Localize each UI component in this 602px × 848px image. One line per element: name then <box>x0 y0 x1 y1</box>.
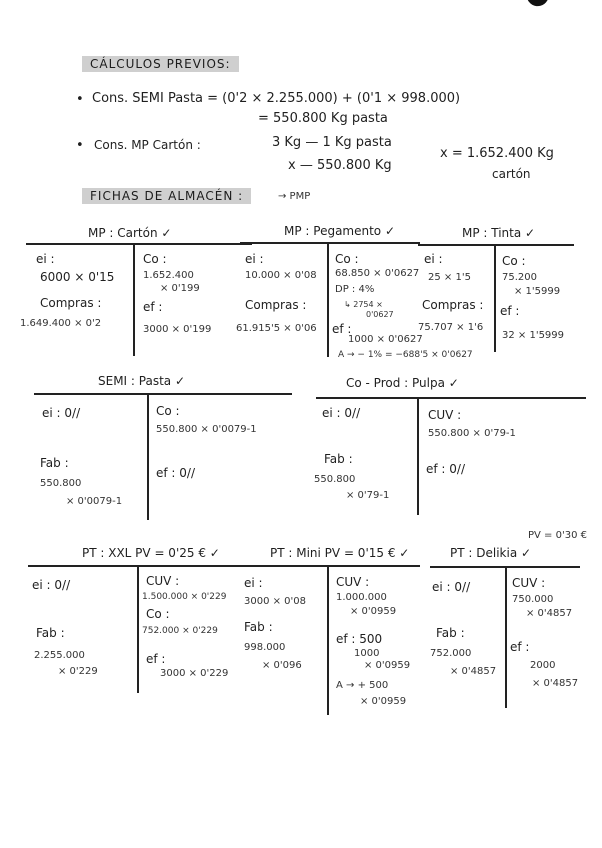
mini-ef-line2: × 0'0959 <box>364 660 411 671</box>
card-divider-h <box>316 397 586 399</box>
mini-ef-line1: 1000 <box>354 648 380 659</box>
card-divider-h <box>240 242 420 244</box>
tinta-co-line1: 75.200 <box>502 272 537 283</box>
delikia-cuv-line1: 750.000 <box>512 594 554 605</box>
delikia-ei: ei : 0// <box>432 580 471 594</box>
carton-co-line1: 1.652.400 <box>143 270 194 281</box>
card-title-semi-pasta: SEMI : Pasta ✓ <box>98 374 185 388</box>
card-title-mp-tinta: MP : Tinta ✓ <box>462 226 536 240</box>
pegamento-ei-value: 10.000 × 0'08 <box>245 270 317 281</box>
carton-ei-value: 6000 × 0'15 <box>40 270 115 284</box>
mini-fab-line2: × 0'096 <box>262 660 302 671</box>
page-corner-mark <box>527 0 551 9</box>
carton-co-label: Co : <box>143 252 167 266</box>
pegamento-ei-label: ei : <box>245 252 264 266</box>
tinta-compras-value: 75.707 × 1'6 <box>418 322 484 333</box>
card-divider-v <box>137 565 139 693</box>
coprod-cuv-label: CUV : <box>428 408 462 422</box>
fichas-method-note: → PMP <box>278 191 311 202</box>
semi-ef: ef : 0// <box>156 466 195 480</box>
xxl-ei: ei : 0// <box>32 578 71 592</box>
semi-co-label: Co : <box>156 404 180 418</box>
card-title-mp-pegamento: MP : Pegamento ✓ <box>284 224 396 238</box>
calc-result: x = 1.652.400 Kg <box>440 146 554 161</box>
mini-ei-label: ei : <box>244 576 263 590</box>
carton-ef-label: ef : <box>143 300 163 314</box>
mini-a-line1: A → + 500 <box>336 680 389 691</box>
coprod-fab-line2: × 0'79-1 <box>346 490 390 501</box>
xxl-cuv-label: CUV : <box>146 574 180 588</box>
pegamento-a-line: A → − 1% = −688'5 × 0'0627 <box>338 350 473 360</box>
calc-result-unit: cartón <box>492 167 531 181</box>
tinta-compras-label: Compras : <box>422 298 484 312</box>
card-divider-v <box>494 244 496 352</box>
tinta-ei-label: ei : <box>424 252 443 266</box>
bullet: • <box>76 138 84 153</box>
tinta-ef-label: ef : <box>500 304 520 318</box>
xxl-co-value: 752.000 × 0'229 <box>142 626 218 636</box>
bullet: • <box>76 92 84 107</box>
xxl-fab-line2: × 0'229 <box>58 666 98 677</box>
mini-fab-line1: 998.000 <box>244 642 286 653</box>
card-divider-h <box>34 393 292 395</box>
card-title-mp-carton: MP : Cartón ✓ <box>88 226 172 240</box>
mini-a-line2: × 0'0959 <box>360 696 407 707</box>
carton-compras-label: Compras : <box>40 296 102 310</box>
delikia-fab-line2: × 0'4857 <box>450 666 497 677</box>
xxl-ef-label: ef : <box>146 652 166 666</box>
section-header-fichas: FICHAS DE ALMACÉN : <box>82 188 251 204</box>
mini-fab-label: Fab : <box>244 620 273 634</box>
card-divider-h <box>28 565 244 567</box>
mini-ei-value: 3000 × 0'08 <box>244 596 307 607</box>
card-divider-v <box>327 242 329 357</box>
card-divider-v <box>327 565 329 715</box>
pegamento-co-value: 68.850 × 0'0627 <box>335 268 420 279</box>
xxl-ef-value: 3000 × 0'229 <box>160 668 229 679</box>
card-divider-v <box>417 397 419 515</box>
calc-line-mp-carton: Cons. MP Cartón : <box>94 138 201 152</box>
calc-rule-of-three-2: x — 550.800 Kg <box>288 158 392 173</box>
semi-fab-label: Fab : <box>40 456 69 470</box>
section-header-calculos: CÁLCULOS PREVIOS: <box>82 56 239 72</box>
coprod-fab-line1: 550.800 <box>314 474 356 485</box>
card-title-coprod-pulpa: Co - Prod : Pulpa ✓ <box>346 376 459 390</box>
calc-rule-of-three-1: 3 Kg — 1 Kg pasta <box>272 135 392 150</box>
card-title-pt-xxl: PT : XXL PV = 0'25 € ✓ <box>82 546 220 560</box>
delikia-fab-line1: 752.000 <box>430 648 472 659</box>
card-divider-h <box>240 565 420 567</box>
delikia-pv-note: PV = 0'30 € <box>528 530 587 541</box>
delikia-ef-line1: 2000 <box>530 660 556 671</box>
card-divider-v <box>133 243 135 356</box>
semi-co-value: 550.800 × 0'0079-1 <box>156 424 257 435</box>
semi-fab-line2: × 0'0079-1 <box>66 496 123 507</box>
coprod-fab-label: Fab : <box>324 452 353 466</box>
card-title-pt-delikia: PT : Delikia ✓ <box>450 546 532 560</box>
card-divider-h <box>26 243 252 245</box>
delikia-cuv-line2: × 0'4857 <box>526 608 573 619</box>
carton-ef-value: 3000 × 0'199 <box>143 324 212 335</box>
semi-fab-line1: 550.800 <box>40 478 82 489</box>
tinta-co-label: Co : <box>502 254 526 268</box>
delikia-ef-label: ef : <box>510 640 530 654</box>
delikia-ef-line2: × 0'4857 <box>532 678 579 689</box>
pegamento-dp-calc1: ↳ 2754 × <box>344 300 383 309</box>
carton-co-line2: × 0'199 <box>160 283 200 294</box>
pegamento-dp: DP : 4% <box>335 284 375 295</box>
coprod-ef: ef : 0// <box>426 462 465 476</box>
calc-line-semi-pasta-result: = 550.800 Kg pasta <box>258 111 388 126</box>
delikia-fab-label: Fab : <box>436 626 465 640</box>
delikia-cuv-label: CUV : <box>512 576 546 590</box>
pegamento-ef-value: 1000 × 0'0627 <box>348 334 423 345</box>
pegamento-compras-value: 61.915'5 × 0'06 <box>236 323 317 334</box>
xxl-fab-line1: 2.255.000 <box>34 650 85 661</box>
coprod-ei: ei : 0// <box>322 406 361 420</box>
card-title-pt-mini: PT : Mini PV = 0'15 € ✓ <box>270 546 410 560</box>
card-divider-v <box>147 393 149 520</box>
mini-cuv-label: CUV : <box>336 575 370 589</box>
coprod-cuv-value: 550.800 × 0'79-1 <box>428 428 516 439</box>
tinta-ef-value: 32 × 1'5999 <box>502 330 565 341</box>
xxl-cuv-value: 1.500.000 × 0'229 <box>142 592 227 602</box>
semi-ei: ei : 0// <box>42 406 81 420</box>
mini-cuv-line2: × 0'0959 <box>350 606 397 617</box>
pegamento-ef-label: ef : <box>332 322 352 336</box>
mini-ef-label: ef : 500 <box>336 632 383 646</box>
card-divider-h <box>418 244 574 246</box>
carton-ei-label: ei : <box>36 252 55 266</box>
mini-cuv-line1: 1.000.000 <box>336 592 387 603</box>
calc-line-semi-pasta: Cons. SEMI Pasta = (0'2 × 2.255.000) + (0'1 × 998.000) <box>92 91 461 106</box>
tinta-co-line2: × 1'5999 <box>514 286 561 297</box>
card-divider-v <box>505 566 507 708</box>
xxl-co-label: Co : <box>146 607 170 621</box>
tinta-ei-value: 25 × 1'5 <box>428 272 471 283</box>
xxl-fab-label: Fab : <box>36 626 65 640</box>
pegamento-dp-calc2: 0'0627 <box>366 310 394 319</box>
pegamento-compras-label: Compras : <box>245 298 307 312</box>
carton-compras-value: 1.649.400 × 0'2 <box>20 318 102 329</box>
pegamento-co-label: Co : <box>335 252 359 266</box>
